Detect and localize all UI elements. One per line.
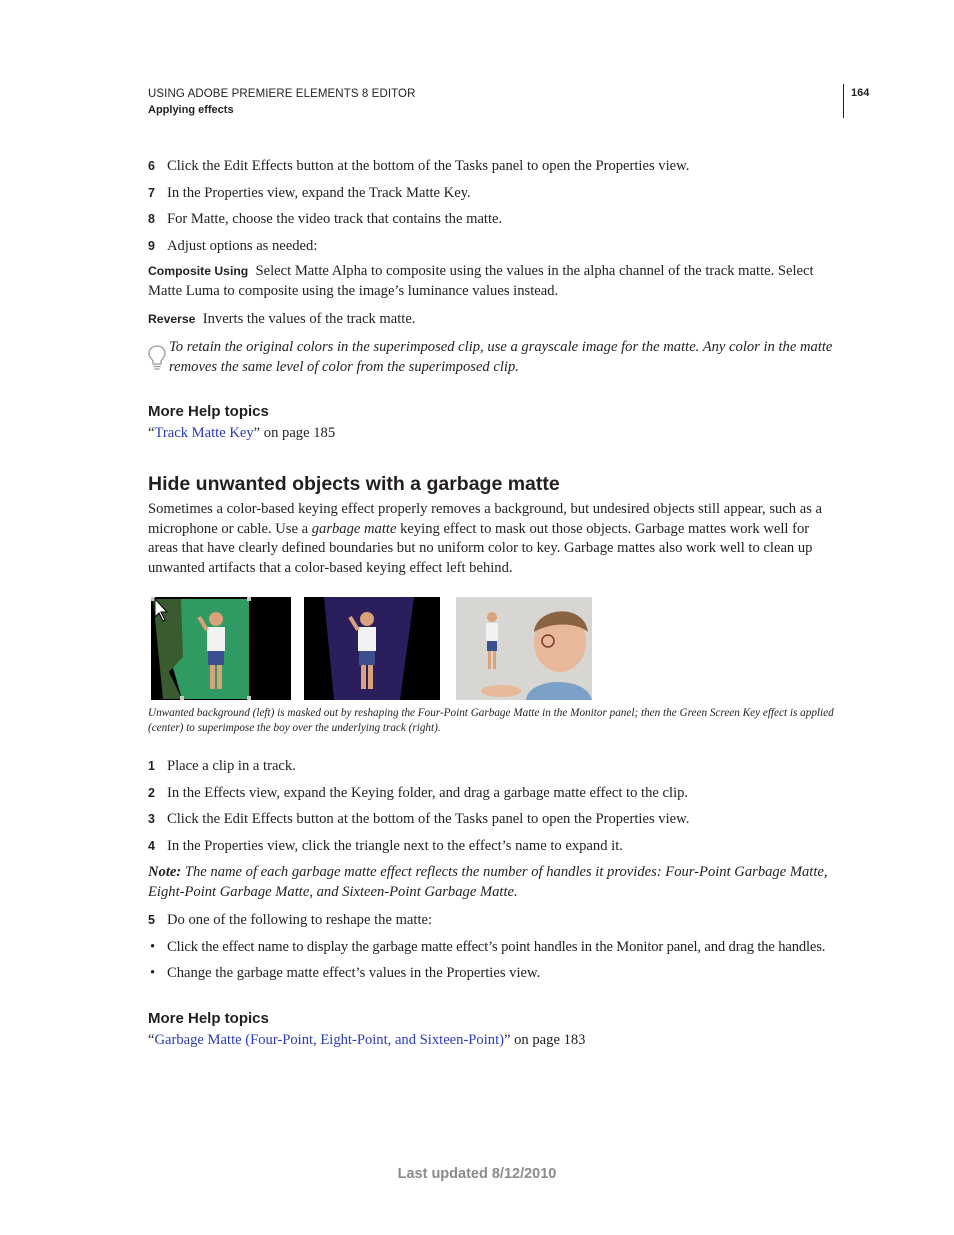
- more-help-heading: More Help topics: [148, 1010, 269, 1027]
- option-term: Composite Using: [148, 264, 249, 278]
- section-heading: Hide unwanted objects with a garbage matte: [148, 473, 560, 495]
- option-description: Select Matte Alpha to composite using the values in the alpha channel of the track matte. Select Matte Luma to composite using the image’s luminance values instead.: [148, 263, 814, 299]
- link-garbage-matte[interactable]: Garbage Matte (Four-Point, Eight-Point, and Sixteen-Point): [154, 1032, 504, 1048]
- step-text: Do one of the following to reshape the matte:: [167, 912, 433, 928]
- running-header-section: Applying effects: [148, 104, 234, 116]
- note-label: Note:: [148, 864, 182, 880]
- step-number: 6: [148, 159, 155, 173]
- figure-frame-center: [304, 597, 440, 700]
- more-help-heading: More Help topics: [148, 403, 269, 420]
- figure-frame-right: [456, 597, 592, 700]
- figure-frame-left: [151, 597, 291, 700]
- more-help-entry: [148, 424, 335, 444]
- more-help-entry: [148, 1031, 585, 1051]
- open-quote: “: [148, 1032, 155, 1048]
- tip-text: To retain the original colors in the superimposed clip, use a grayscale image for the matte. Any color in the matte removes the same level of color from the superimposed clip.: [169, 339, 833, 375]
- step-number: 4: [148, 839, 155, 853]
- bullet-mark: •: [150, 965, 156, 981]
- link-track-matte-key[interactable]: Track Matte Key: [154, 425, 254, 441]
- page-reference: ” on page 183: [504, 1032, 586, 1048]
- option-composite-using: [148, 262, 840, 301]
- step-text: Click the Edit Effects button at the bottom of the Tasks panel to open the Properties view.: [167, 811, 690, 827]
- bullet-text: Click the effect name to display the garbage matte effect’s point handles in the Monitor panel, and drag the handles.: [167, 939, 826, 955]
- step-number: 1: [148, 759, 155, 773]
- step-text: Click the Edit Effects button at the bottom of the Tasks panel to open the Properties view.: [167, 158, 690, 174]
- note-text: The name of each garbage matte effect reflects the number of handles it provides: Four-Point Garbage Matte, Eight-Point Garbage Matte, and Sixteen-Point Garbage Matte.: [148, 864, 828, 900]
- step-number: 7: [148, 186, 155, 200]
- step-text: For Matte, choose the video track that contains the matte.: [167, 211, 503, 227]
- header-divider: [843, 84, 844, 118]
- intro-text: keying effect to mask out those objects. Garbage mattes work well for areas that have clearly defined boundaries but no uniform color to key. Garbage mattes also work well to clean up unwanted artifacts that a color-based keying effect left behind.: [148, 520, 813, 576]
- intro-emphasis: garbage matte: [311, 520, 397, 537]
- lightbulb-icon: [147, 344, 167, 372]
- option-term: Reverse: [148, 312, 196, 326]
- last-updated-footer: Last updated 8/12/2010: [397, 1166, 557, 1182]
- step-text: In the Properties view, expand the Track Matte Key.: [167, 185, 471, 201]
- step-number: 5: [148, 913, 155, 927]
- page-number: 164: [851, 87, 870, 99]
- intro-text: Sometimes a color-based keying effect properly removes a background, but undesired objects still appear, such as a microphone or cable. Use a: [148, 501, 823, 537]
- page-reference: ” on page 185: [253, 425, 336, 441]
- bullet-text: Change the garbage matte effect’s values in the Properties view.: [167, 965, 541, 981]
- figure-caption: Unwanted background (left) is masked out by reshaping the Four-Point Garbage Matte in the Monitor panel; then the Green Screen Key effect is applied (center) to superimpose the boy over the underlying track (right).: [148, 707, 834, 734]
- option-description: Inverts the values of the track matte.: [202, 311, 416, 327]
- step-text: Place a clip in a track.: [167, 758, 296, 774]
- running-header-title: USING ADOBE PREMIERE ELEMENTS 8 EDITOR: [148, 88, 416, 100]
- step-text: In the Effects view, expand the Keying folder, and drag a garbage matte effect to the clip.: [167, 785, 689, 801]
- step-number: 8: [148, 212, 155, 226]
- step-text: In the Properties view, click the triangle next to the effect’s name to expand it.: [167, 838, 623, 854]
- bullet-mark: •: [150, 939, 156, 955]
- option-reverse: [148, 310, 840, 330]
- open-quote: “: [148, 425, 155, 441]
- step-number: 2: [148, 786, 155, 800]
- intro-paragraph: [148, 500, 840, 578]
- note: [148, 863, 840, 902]
- step-number: 9: [148, 239, 155, 253]
- step-text: Adjust options as needed:: [167, 238, 318, 254]
- step-number: 3: [148, 812, 155, 826]
